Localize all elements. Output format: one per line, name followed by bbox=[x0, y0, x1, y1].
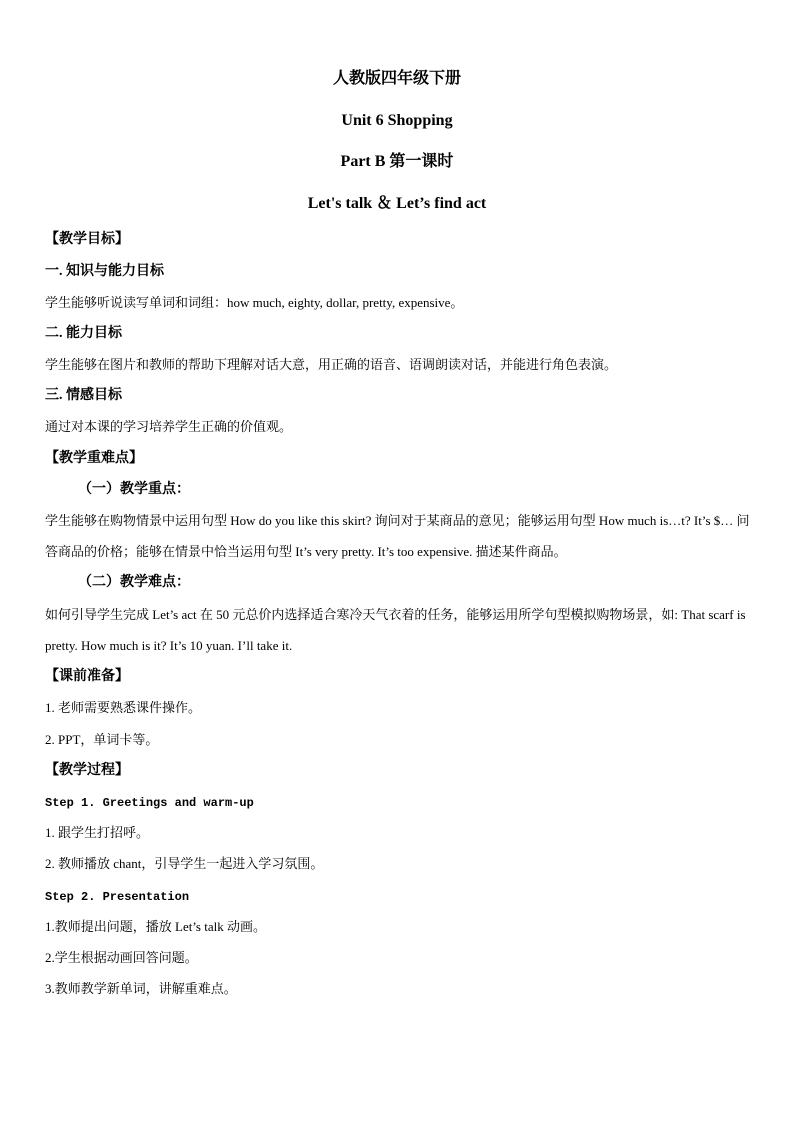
section-heading-key-points: 【教学重难点】 bbox=[45, 451, 143, 466]
goal3-text: 通过对本课的学习培养学生正确的价值观。 bbox=[45, 419, 293, 434]
prep-item-1: 1. 老师需要熟悉课件操作。 bbox=[45, 700, 202, 715]
step2-item-3: 3.教师教学新单词，讲解重难点。 bbox=[45, 981, 237, 996]
goal2-heading: 二. 能力目标 bbox=[45, 326, 122, 341]
step2-heading: Step 2. Presentation bbox=[45, 890, 190, 904]
difficulty-text: 如何引导学生完成 Let’s act 在 50 元总价内选择适合寒冷天气衣着的任务，能够运用所学句型模拟购物场景，如: That scarf is pretty. How much is it? It’s 10 yuan. I’ll take it. bbox=[45, 607, 746, 653]
section-heading-goals: 【教学目标】 bbox=[45, 232, 129, 247]
goal2-text: 学生能够在图片和教师的帮助下理解对话大意，用正确的语音、语调朗读对话，并能进行角色表演。 bbox=[45, 357, 618, 372]
doc-title-lesson: Let's talk ＆ Let’s find act bbox=[307, 195, 487, 212]
key-point-heading: （一）教学重点： bbox=[78, 482, 190, 497]
doc-title-part: Part B 第一课时 bbox=[340, 153, 454, 170]
goal1-text: 学生能够听说读写单词和词组：how much, eighty, dollar, pretty, expensive。 bbox=[45, 295, 464, 310]
step1-heading: Step 1. Greetings and warm-up bbox=[45, 796, 254, 810]
doc-title-unit: Unit 6 Shopping bbox=[341, 112, 453, 129]
section-heading-process: 【教学过程】 bbox=[45, 763, 129, 778]
step2-item-2: 2.学生根据动画回答问题。 bbox=[45, 950, 198, 965]
doc-title-grade: 人教版四年级下册 bbox=[332, 70, 461, 87]
goal3-heading: 三. 情感目标 bbox=[45, 388, 122, 403]
key-point-text: 学生能够在购物情景中运用句型 How do you like this skirt? 询问对于某商品的意见；能够运用句型 How much is…t? It’s $… 问答商品的价格；能够在情景中恰当运用句型 It’s very pretty. It’s too expensive. 描述某件商品。 bbox=[45, 513, 750, 559]
prep-item-2: 2. PPT，单词卡等。 bbox=[45, 732, 159, 747]
goal1-heading: 一. 知识与能力目标 bbox=[45, 264, 164, 279]
step1-item-2: 2. 教师播放 chant，引导学生一起进入学习氛围。 bbox=[45, 856, 324, 871]
section-heading-preparation: 【课前准备】 bbox=[45, 669, 129, 684]
difficulty-heading: （二）教学难点： bbox=[78, 575, 190, 590]
step2-item-1: 1.教师提出问题，播放 Let’s talk 动画。 bbox=[45, 919, 266, 934]
step1-item-1: 1. 跟学生打招呼。 bbox=[45, 825, 150, 840]
